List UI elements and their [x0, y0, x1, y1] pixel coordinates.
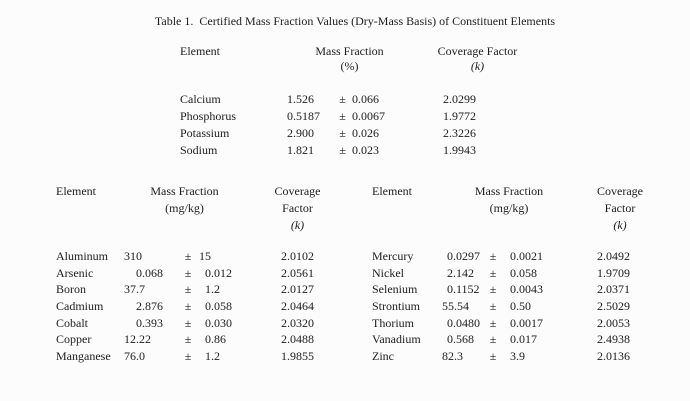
uncertainty-cell: 0.023: [352, 143, 379, 157]
element-cell: Cadmium: [56, 299, 104, 314]
column-header-coverage-k: (k): [613, 218, 627, 232]
coverage-factor-cell: 1.9709: [597, 265, 630, 280]
uncertainty-cell: 0.86: [205, 332, 226, 347]
coverage-factor-cell: 2.0136: [597, 349, 630, 364]
element-cell: Zinc: [372, 349, 394, 364]
plus-minus-symbol: ±: [339, 109, 346, 123]
uncertainty-cell: 0.066: [352, 92, 379, 106]
column-header-coverage-k: (k): [290, 218, 305, 232]
plus-minus-symbol: ±: [489, 315, 497, 330]
mass-fraction-value-cell: 0.568: [447, 332, 474, 347]
plus-minus-symbol: ±: [339, 126, 346, 140]
mass-fraction-value-cell: 37.7: [124, 282, 145, 297]
coverage-factor-cell: 2.0102: [281, 249, 314, 263]
element-cell: Phosphorus: [180, 109, 237, 123]
element-cell: Selenium: [372, 282, 418, 297]
uncertainty-cell: 0.50: [510, 299, 531, 314]
mass-fraction-value-cell: 0.1152: [447, 282, 480, 297]
plus-minus-symbol: ±: [489, 299, 497, 314]
element-cell: Sodium: [180, 143, 218, 157]
uncertainty-cell: 0.0021: [510, 249, 543, 263]
column-header-coverage: Coverage: [597, 184, 643, 198]
coverage-factor-cell: 2.3226: [443, 126, 476, 140]
column-header-coverage-k: (k): [470, 59, 485, 73]
mass-fraction-value-cell: 1.526: [287, 92, 314, 106]
coverage-factor-cell: 2.0320: [281, 315, 314, 330]
table-percent: [180, 44, 525, 160]
mass-fraction-value-cell: 2.142: [447, 265, 474, 280]
coverage-factor-cell: 2.0299: [443, 92, 476, 106]
uncertainty-cell: 1.2: [205, 282, 220, 297]
mass-fraction-value-cell: 12.22: [124, 332, 151, 347]
element-cell: Aluminum: [56, 249, 109, 263]
plus-minus-symbol: ±: [184, 249, 192, 263]
column-header-factor: Factor: [604, 201, 636, 215]
mass-fraction-value-cell: 0.068: [136, 265, 163, 280]
coverage-factor-cell: 2.4938: [597, 332, 630, 347]
uncertainty-cell: 0.058: [205, 299, 232, 314]
column-header-unit-mgkg: (mg/kg): [165, 201, 204, 215]
column-header-element: Element: [180, 44, 220, 58]
column-header-mass-fraction: Mass Fraction: [315, 44, 384, 58]
uncertainty-cell: 0.0043: [510, 282, 543, 297]
column-header-element: Element: [56, 184, 96, 198]
column-header-unit-percent: (%): [340, 59, 359, 73]
column-header-factor: Factor: [282, 201, 313, 215]
element-cell: Thorium: [372, 315, 414, 330]
column-header-coverage: Coverage: [274, 184, 321, 198]
table-title: Table 1. Certified Mass Fraction Values (Dry-Mass Basis) of Constituent Elements: [154, 14, 556, 28]
mass-fraction-value-cell: 1.821: [287, 143, 314, 157]
plus-minus-symbol: ±: [184, 349, 192, 364]
plus-minus-symbol: ±: [489, 249, 497, 263]
coverage-factor-cell: 2.0488: [281, 332, 314, 347]
uncertainty-cell: 1.2: [205, 349, 220, 364]
column-header-coverage-factor: Coverage Factor: [437, 44, 518, 58]
uncertainty-cell: 0.030: [205, 315, 232, 330]
uncertainty-cell: 3.9: [510, 349, 525, 364]
element-cell: Cobalt: [56, 315, 88, 330]
plus-minus-symbol: ±: [184, 315, 192, 330]
element-cell: Mercury: [372, 249, 414, 263]
coverage-factor-cell: 2.0492: [597, 249, 630, 263]
coverage-factor-cell: 2.0371: [597, 282, 630, 297]
coverage-factor-cell: 1.9943: [443, 143, 476, 157]
coverage-factor-cell: 2.0561: [281, 265, 314, 280]
uncertainty-cell: 0.0017: [510, 315, 543, 330]
mass-fraction-value-cell: 55.54: [442, 299, 469, 314]
element-cell: Manganese: [56, 349, 111, 364]
plus-minus-symbol: ±: [184, 265, 192, 280]
mass-fraction-value-cell: 2.900: [287, 126, 314, 140]
element-cell: Strontium: [372, 299, 421, 314]
coverage-factor-cell: 2.5029: [597, 299, 630, 314]
plus-minus-symbol: ±: [489, 265, 497, 280]
table-mgkg-right: [372, 184, 650, 366]
plus-minus-symbol: ±: [489, 349, 497, 364]
uncertainty-cell: 0.026: [352, 126, 379, 140]
plus-minus-symbol: ±: [184, 299, 192, 314]
plus-minus-symbol: ±: [489, 332, 497, 347]
coverage-factor-cell: 2.0053: [597, 315, 630, 330]
uncertainty-cell: 0.058: [510, 265, 537, 280]
coverage-factor-cell: 1.9772: [443, 109, 476, 123]
mass-fraction-value-cell: 0.393: [136, 315, 163, 330]
mass-fraction-value-cell: 0.5187: [287, 109, 320, 123]
coverage-factor-cell: 1.9855: [281, 349, 314, 364]
uncertainty-cell: 15: [199, 249, 211, 263]
plus-minus-symbol: ±: [339, 143, 346, 157]
element-cell: Arsenic: [56, 265, 94, 280]
plus-minus-symbol: ±: [184, 332, 192, 347]
plus-minus-symbol: ±: [489, 282, 497, 297]
mass-fraction-value-cell: 76.0: [124, 349, 145, 364]
column-header-element: Element: [372, 184, 412, 198]
table-mgkg-left: [56, 184, 325, 366]
element-cell: Vanadium: [372, 332, 421, 347]
mass-fraction-value-cell: 0.0297: [447, 249, 480, 263]
mass-fraction-value-cell: 2.876: [136, 299, 163, 314]
element-cell: Calcium: [180, 92, 221, 106]
element-cell: Boron: [56, 282, 86, 297]
column-header-mass-fraction: Mass Fraction: [150, 184, 219, 198]
coverage-factor-cell: 2.0127: [281, 282, 314, 297]
uncertainty-cell: 0.012: [205, 265, 232, 280]
uncertainty-cell: 0.0067: [352, 109, 385, 123]
mass-fraction-value-cell: 82.3: [442, 349, 463, 364]
element-cell: Nickel: [372, 265, 404, 280]
element-cell: Potassium: [180, 126, 230, 140]
mass-fraction-value-cell: 0.0480: [447, 315, 480, 330]
plus-minus-symbol: ±: [339, 92, 346, 106]
mass-fraction-value-cell: 310: [124, 249, 142, 263]
column-header-unit-mgkg: (mg/kg): [489, 201, 529, 215]
uncertainty-cell: 0.017: [510, 332, 537, 347]
column-header-mass-fraction: Mass Fraction: [474, 184, 544, 198]
coverage-factor-cell: 2.0464: [281, 299, 314, 314]
element-cell: Copper: [56, 332, 92, 347]
plus-minus-symbol: ±: [184, 282, 192, 297]
